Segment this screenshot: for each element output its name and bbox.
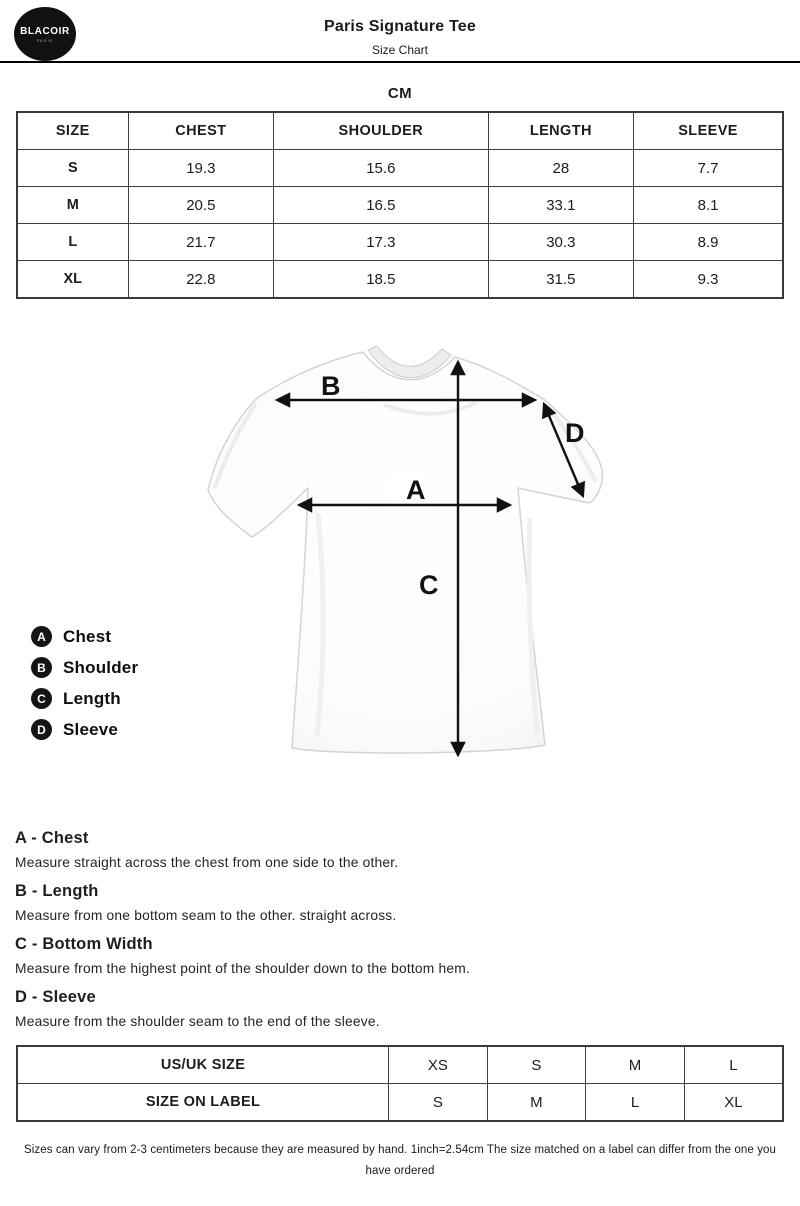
size-table-header-sleeve: SLEEVE [634,112,783,150]
conversion-value: L [684,1046,783,1084]
conversion-value: L [586,1084,685,1122]
size-table [16,111,784,299]
legend-label: Length [63,688,121,708]
table-row [17,261,783,299]
table-row [17,1046,783,1084]
size-cell: L [17,224,128,261]
unit-label: CM [387,85,413,102]
legend-label: Sleeve [63,719,119,739]
conversion-value: XS [389,1046,488,1084]
legend-badge-d: D [31,719,52,740]
shoulder-cell: 17.3 [274,224,488,261]
size-table-header-row [17,112,783,150]
page-subtitle: Size Chart [371,43,429,57]
tshirt-illustration [208,346,602,753]
guide-heading: A - Chest [15,829,89,847]
chest-arrow-label: A [406,475,426,505]
legend-badge-b: B [31,657,52,678]
legend-label: Chest [63,626,112,646]
footer-note: Sizes can vary from 2-3 centimeters because they are measured by hand. 1inch=2.54cm The size matched on a label can differ from the one you have ordered [23,1144,777,1177]
length-arrow-label: C [419,570,439,600]
legend-badge-c: C [31,688,52,709]
table-row [17,150,783,187]
guide-block-chest [15,829,765,870]
chest-cell: 19.3 [128,150,274,187]
size-cell: M [17,187,128,224]
legend-badge-a: A [31,626,52,647]
size-cell: XL [17,261,128,299]
page-title: Paris Signature Tee [323,18,476,35]
chest-cell: 20.5 [128,187,274,224]
conversion-value: M [487,1084,586,1122]
guide-heading: C - Bottom Width [15,935,153,953]
conversion-row-label: SIZE ON LABEL [17,1084,389,1122]
guide-body: Measure from the shoulder seam to the end of the sleeve. [15,1014,380,1029]
tshirt-measurement-diagram [185,345,635,780]
guide-block-length [15,882,765,923]
table-row [17,187,783,224]
guide-body: Measure from one bottom seam to the other. straight across. [15,908,397,923]
legend-item-length [31,688,138,709]
chest-cell: 21.7 [128,224,274,261]
shoulder-arrow-label: B [321,371,341,401]
measurement-legend [31,626,138,750]
guide-body: Measure straight across the chest from one side to the other. [15,855,399,870]
legend-label: Shoulder [63,657,139,677]
header [0,18,800,57]
conversion-value: S [389,1084,488,1122]
shoulder-cell: 15.6 [274,150,488,187]
conversion-value: M [586,1046,685,1084]
brand-logo-text: BLACOIR [20,25,70,37]
legend-item-chest [31,626,138,647]
legend-item-sleeve [31,719,138,740]
sleeve-cell: 9.3 [634,261,783,299]
size-table-header-chest: CHEST [128,112,274,150]
table-row [17,224,783,261]
length-cell: 28 [488,150,634,187]
size-table-header-size: SIZE [17,112,128,150]
conversion-value: XL [684,1084,783,1122]
guide-heading: D - Sleeve [15,988,96,1006]
length-cell: 33.1 [488,187,634,224]
guide-block-bottom-width [15,935,765,976]
sleeve-arrow-label: D [565,418,585,448]
header-divider [0,61,800,63]
size-table-header-shoulder: SHOULDER [274,112,488,150]
guide-heading: B - Length [15,882,99,900]
brand-logo-subtext: PARIS [36,37,54,43]
length-cell: 30.3 [488,224,634,261]
guide-body: Measure from the highest point of the shoulder down to the bottom hem. [15,961,470,976]
shoulder-cell: 16.5 [274,187,488,224]
chest-cell: 22.8 [128,261,274,299]
sleeve-cell: 7.7 [634,150,783,187]
legend-item-shoulder [31,657,138,678]
measurement-guide [15,829,765,1041]
length-cell: 31.5 [488,261,634,299]
size-conversion-table [16,1045,784,1122]
sleeve-cell: 8.9 [634,224,783,261]
size-table-header-length: LENGTH [488,112,634,150]
conversion-value: S [487,1046,586,1084]
table-row [17,1084,783,1122]
sleeve-cell: 8.1 [634,187,783,224]
size-cell: S [17,150,128,187]
guide-block-sleeve [15,988,765,1029]
conversion-row-label: US/UK SIZE [17,1046,389,1084]
shoulder-cell: 18.5 [274,261,488,299]
